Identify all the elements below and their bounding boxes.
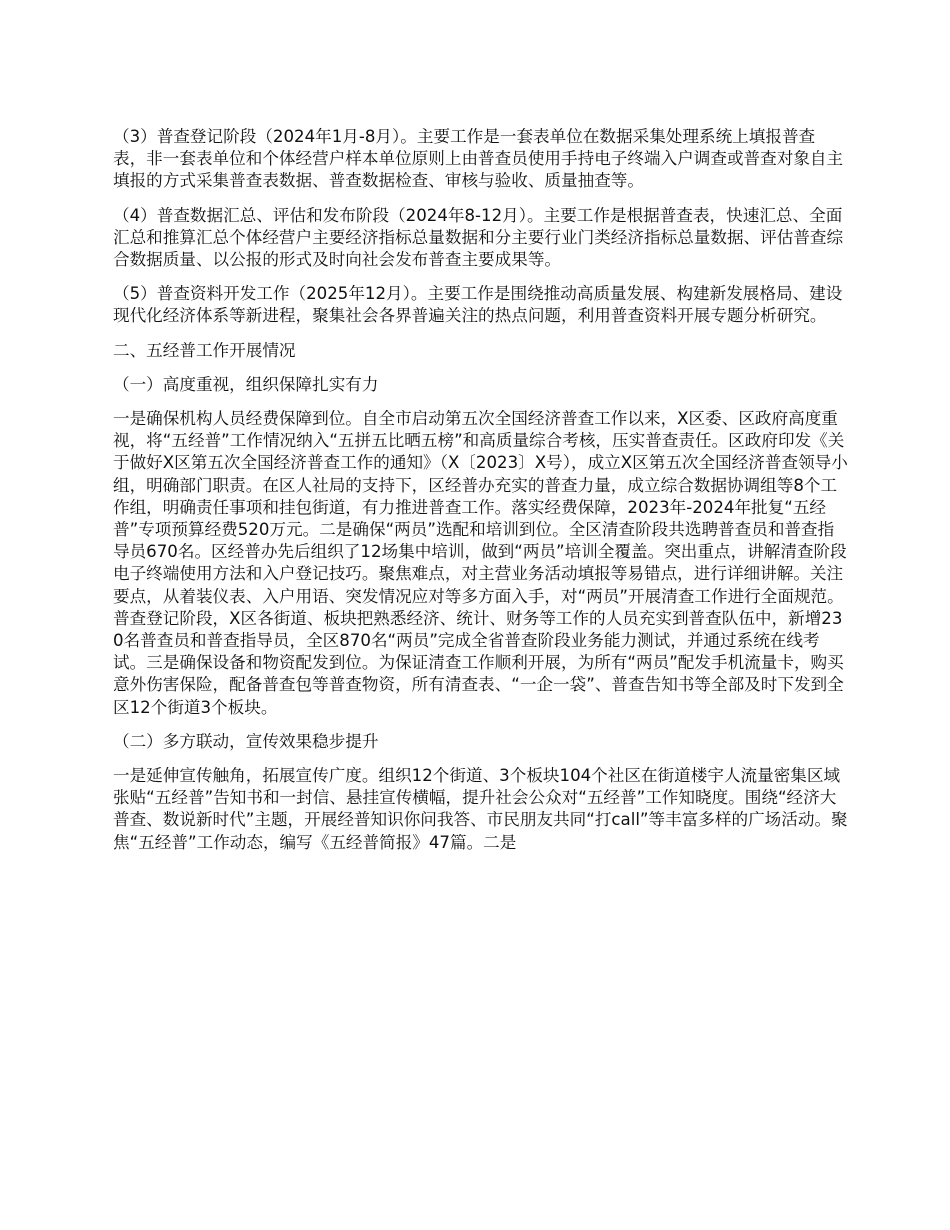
paragraph-stage-5: （5）普查资料开发工作（2025年12月）。主要工作是围绕推动高质量发展、构建新发展格局、建设现代化经济体系等新进程，聚集社会各界普遍关注的热点问题，利用普查资料开展专题分析研究。 [113,284,843,326]
subsection-heading-1: （一）高度重视，组织保障扎实有力 [113,374,379,394]
paragraph-stage-4: （4）普查数据汇总、评估和发布阶段（2024年8-12月）。主要工作是根据普查表，快速汇总、全面汇总和推算汇总个体经营户主要经济指标总量数据和分主要行业门类经济指标总量数据、评估普查综合数据质量、以公报的形式及时向社会发布普查主要成果等。 [113,205,844,270]
paragraph-publicity: 一是延伸宣传触角，拓展宣传广度。组织12个街道、3个板块104个社区在街道楼宇人流量密集区域张贴“五经普”告知书和一封信、悬挂宣传横幅，提升社会公众对“五经普”工作知晓度。围绕“经济大普查、数说新时代”主题，开展经普知识你问我答、市民朋友共同“打call”等丰富多样的广场活动。聚焦“五经普”工作动态，编写《五经普简报》47篇。二是 [113,766,848,852]
paragraph-stage-3: （3）普查登记阶段（2024年1月-8月）。主要工作是一套表单位在数据采集处理系统上填报普查表，非一套表单位和个体经营户样本单位原则上由普查员使用手持电子终端入户调查或普查对象自主填报的方式采集普查表数据、普查数据检查、审核与验收、质量抽查等。 [113,127,844,191]
section-heading-2: 二、五经普工作开展情况 [113,340,296,360]
paragraph-organization-support: 一是确保机构人员经费保障到位。自全市启动第五次全国经济普查工作以来，X区委、区政府高度重视，将“五经普”工作情况纳入“五拼五比晒五榜”和高质量综合考核，压实普查责任。区政府印发《关于做好X区第五次全国经济普查工作的通知》（X〔2023〕X号），成立X区第五次全国经济普查领导小组，明确部门职责。在区人社局的支持下，区经普办充实的普查力量，成立综合数据协调组等8个工作组，明确责任事项和挂包街道，有力推进普查工作。落实经费保障，2023年-2024年批复“五经普”专项预算经费520万元。二是确保“两员”选配和培训到位。全区清查阶段共选聘普查员和普查指导员670名。区经普办先后组织了12场集中培训，做到“两员”培训全覆盖。突出重点，讲解清查阶段电子终端使用方法和入户登记技巧。聚焦难点，对主营业务活动填报等易错点，进行详细讲解。关注要点，从着装仪表、入户用语、突发情况应对等多方面入手，对“两员”开展清查工作进行全面规范。普查登记阶段，X区各街道、板块把熟悉经济、统计、财务等工作的人员充实到普查队伍中，新增230名普查员和普查指导员，全区870名“两员”完成全省普查阶段业务能力测试，并通过系统在线考试。三是确保设备和物资配发到位。为保证清查工作顺利开展，为所有“两员”配发手机流量卡，购买意外伤害保险，配备普查包等普查物资，所有清查表、“一企一袋”、普查告知书等全部及时下发到全区12个街道3个板块。 [113,409,848,717]
document-page [113,126,848,866]
subsection-heading-2: （二）多方联动，宣传效果稳步提升 [113,731,379,751]
